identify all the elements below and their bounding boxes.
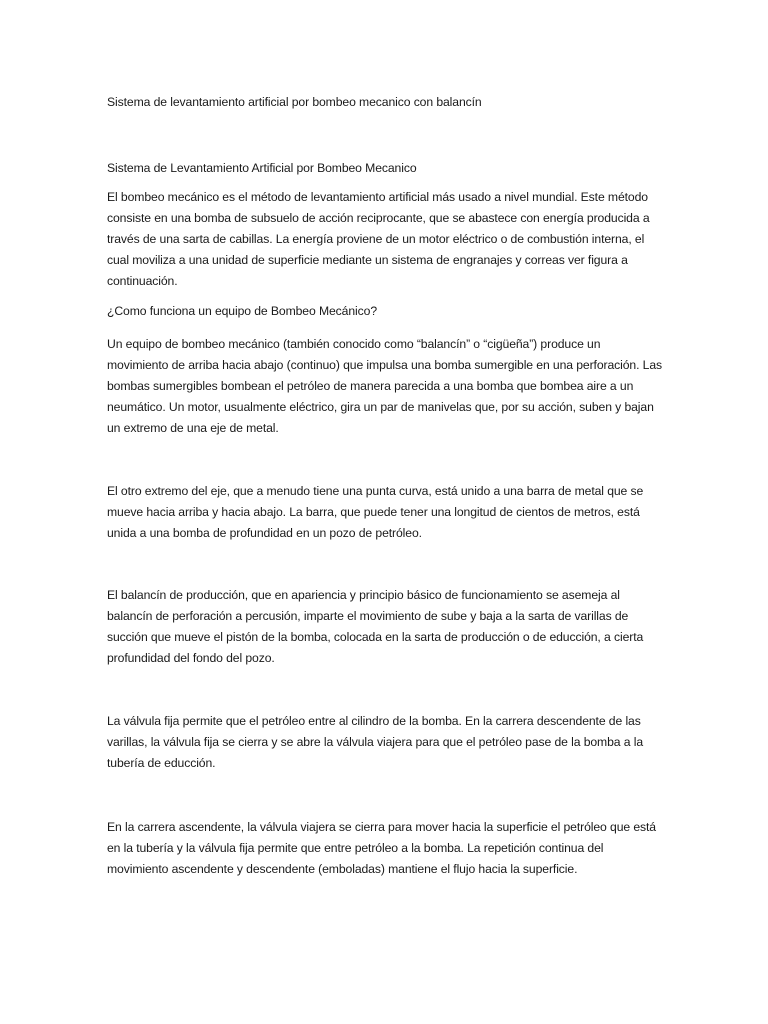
question-heading: ¿Como funciona un equipo de Bombeo Mecánico? [107, 304, 377, 318]
section-heading: Sistema de Levantamiento Artificial por Bombeo Mecanico [107, 161, 417, 175]
paragraph-fixed-valve: La válvula fija permite que el petróleo entre al cilindro de la bomba. En la carrera descendente de las varillas, la válvula fija se cierra y se abre la válvula viajera para que el petróleo pase de la bomba a la tubería de educción. [107, 714, 644, 770]
paragraph-shaft-end: El otro extremo del eje, que a menudo tiene una punta curva, está unido a una barra de metal que se mueve hacia arriba y hacia abajo. La barra, que puede tener una longitud de cientos de metros, está unida a una bomba de profundidad en un pozo de petróleo. [107, 484, 644, 540]
paragraph-ascending-stroke: En la carrera ascendente, la válvula viajera se cierra para mover hacia la superficie el petróleo que está en la tubería y la válvula fija permite que entre petróleo a la bomba. La repetición continua del movimiento ascendente y descendente (emboladas) mantiene el flujo hacia la superficie. [107, 820, 656, 876]
paragraph-intro: El bombeo mecánico es el método de levantamiento artificial más usado a nivel mundial. Este método consiste en una bomba de subsuelo de acción reciprocante, que se abastece con energía producida a través de una sarta de cabillas. La energía proviene de un motor eléctrico o de combustión interna, el cual moviliza a una unidad de superficie mediante un sistema de engranajes y correas ver figura a continuación. [107, 190, 650, 288]
document-title: Sistema de levantamiento artificial por bombeo mecanico con balancín [107, 95, 482, 109]
paragraph-how-it-works: Un equipo de bombeo mecánico (también conocido como “balancín” o “cigüeña”) produce un movimiento de arriba hacia abajo (continuo) que impulsa una bomba sumergible en una perforación. Las bombas sumergibles bombean el petróleo de manera parecida a una bomba que bombea aire a un neumático. Un motor, usualmente eléctrico, gira un par de manivelas que, por su acción, suben y bajan un extremo de una eje de metal. [107, 337, 663, 435]
paragraph-production-balancin: El balancín de producción, que en apariencia y principio básico de funcionamiento se asemeja al balancín de perforación a percusión, imparte el movimiento de sube y baja a la sarta de varillas de succión que mueve el pistón de la bomba, colocada en la sarta de producción o de educción, a cierta profundidad del fondo del pozo. [107, 588, 644, 665]
